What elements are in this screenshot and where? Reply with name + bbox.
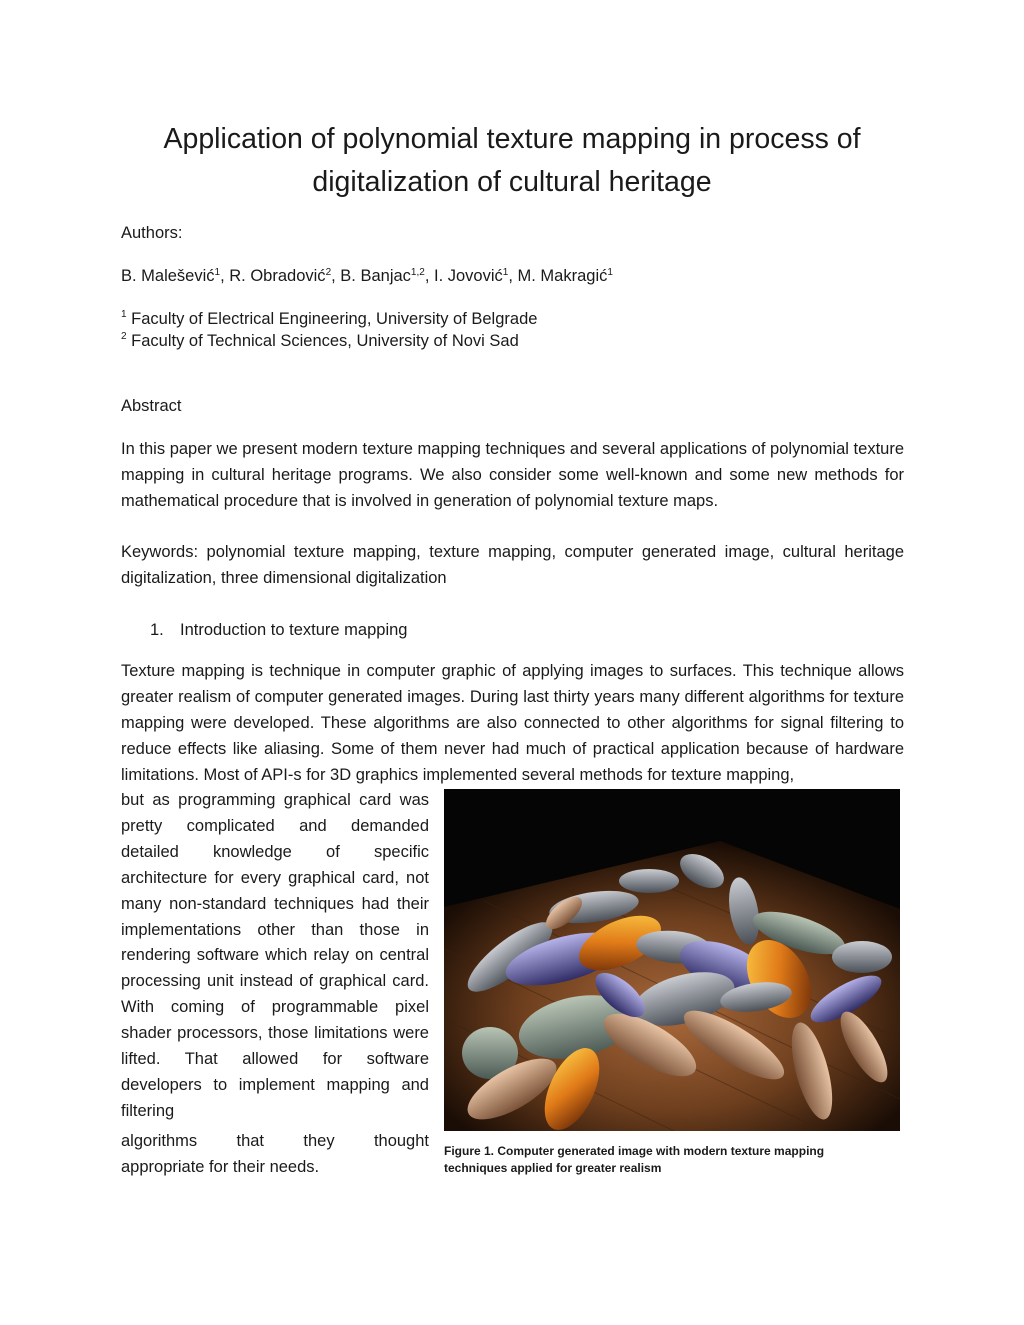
section-heading — [150, 617, 407, 643]
author-name: M. Makragić — [517, 267, 608, 285]
intro-wrapped-line: algorithms that they thought — [121, 1131, 429, 1150]
author-name: B. Malešević — [121, 267, 215, 285]
author-list: B. Malešević$^1$, R. Obradović$^2$, B. Banjac$^{1,2}$, I. Jovović$^1$, M. Makragić$^1$ — [121, 267, 613, 285]
abstract-heading: Abstract — [121, 397, 182, 415]
author-affiliation-mark: 1,2 — [410, 267, 425, 278]
author-name: I. Jovović — [434, 267, 503, 285]
authors-label: Authors: — [121, 224, 183, 242]
affiliation — [121, 330, 519, 352]
author-name: R. Obradović — [229, 267, 326, 285]
affiliation-number: 1 — [121, 309, 127, 320]
affiliation-text: Faculty of Technical Sciences, University of Novi Sad — [131, 332, 519, 350]
section-number: 1. — [150, 621, 164, 639]
keywords: Keywords: polynomial texture mapping, texture mapping, computer generated image, cultural heritage digitalization, three dimensional digitalization — [121, 543, 904, 587]
intro-paragraph-continued — [121, 788, 429, 1181]
author-affiliation-mark: 1 — [607, 267, 613, 278]
author-affiliation-mark: 1 — [214, 267, 221, 278]
affiliation-number: 2 — [121, 331, 127, 342]
author-affiliation-mark: 2 — [325, 267, 332, 278]
abstract-body: In this paper we present modern texture mapping techniques and several applications of polynomial texture mapping in cultural heritage programs. We also consider some well-known and some new methods for mathematical procedure that is involved in generation of polynomial texture maps. — [121, 440, 904, 510]
figure-image — [444, 789, 900, 1131]
affiliation-text: Faculty of Electrical Engineering, University of Belgrade — [131, 310, 538, 328]
paper-title: Application of polynomial texture mapping in process of digitalization of cultural heritage — [163, 123, 861, 198]
section-title: Introduction to texture mapping — [180, 621, 408, 639]
intro-wrapped-end: appropriate for their needs. — [121, 1157, 320, 1176]
author-name: B. Banjac — [340, 267, 411, 285]
intro-wrapped-text: but as programming graphical card was pretty complicated and demanded detailed knowledge of specific architecture for every graphical card, not many non-standard techniques had their implementations other than those in rendering software which relay on central processing unit instead of graphical card. With coming of programmable pixel shader processors, those limitations were lifted. That allowed for software developers to implement mapping and filtering — [121, 791, 429, 1120]
rendered-scene-illustration — [444, 789, 900, 1131]
intro-paragraph: Texture mapping is technique in computer graphic of applying images to surfaces. This technique allows greater realism of computer generated images. During last thirty years many different algorithms for texture mapping were developed. These algorithms are also connected to other algorithms for signal filtering to reduce effects like aliasing. Some of them never had much of practical application because of hardware limitations. Most of API-s for 3D graphics implemented several methods for texture mapping, — [121, 662, 904, 784]
author-affiliation-mark: 1 — [502, 267, 509, 278]
figure-caption: Figure 1. Computer generated image with modern texture mapping techniques applied for greater realism — [444, 1144, 825, 1175]
affiliation — [121, 308, 537, 330]
